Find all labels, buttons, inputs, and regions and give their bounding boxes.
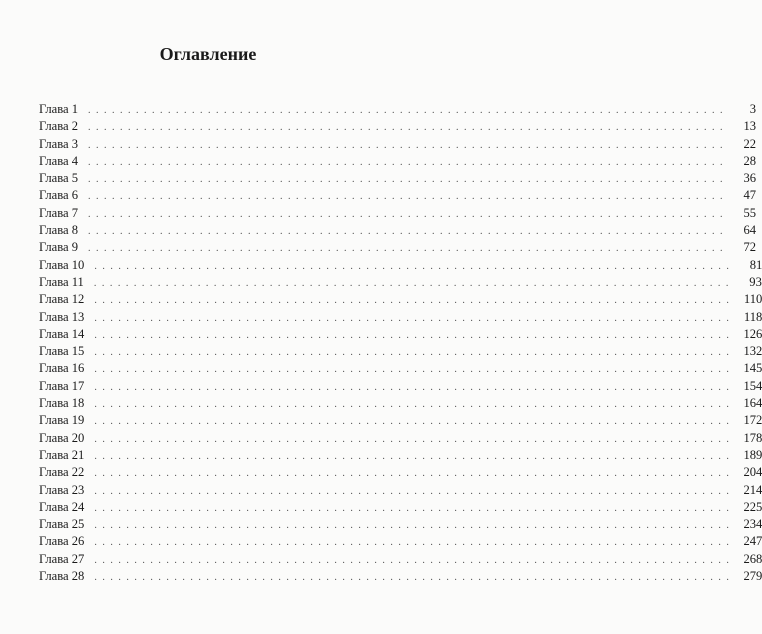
dot-leader: . . . . . . . . . . . . . . . . . . . . . . . . . . . . . . . . . . . . . . . . . . . . . . . . . . . . . . . . . . . . . . . . . . . . . . . . . . . . . . . . (94, 468, 731, 480)
toc-entry-label: Глава 19 (39, 413, 85, 428)
toc-entry-label: Глава 18 (39, 396, 85, 411)
toc-entry (39, 291, 762, 308)
toc-entry (39, 118, 757, 135)
toc-entry-page-number: 225 (743, 499, 762, 514)
toc-entry-page-number: 47 (743, 188, 757, 203)
toc-entry-label: Глава 22 (39, 465, 85, 480)
toc-entry-page-number: 204 (743, 465, 762, 480)
toc-entry (39, 222, 757, 239)
dot-leader: . . . . . . . . . . . . . . . . . . . . . . . . . . . . . . . . . . . . . . . . . . . . . . . . . . . . . . . . . . . . . . . . . . . . . . . . . . . . . . . . (88, 191, 725, 203)
toc-entry-page-number: 64 (743, 223, 757, 238)
toc-entry (39, 309, 762, 326)
toc-entry-label: Глава 2 (39, 119, 79, 134)
dot-leader: . . . . . . . . . . . . . . . . . . . . . . . . . . . . . . . . . . . . . . . . . . . . . . . . . . . . . . . . . . . . . . . . . . . . . . . . . . . . . . . . (94, 450, 731, 462)
toc-entry-page-number: 214 (743, 482, 762, 497)
dot-leader: . . . . . . . . . . . . . . . . . . . . . . . . . . . . . . . . . . . . . . . . . . . . . . . . . . . . . . . . . . . . . . . . . . . . . . . . . . . . . . . . (94, 260, 731, 272)
toc-entry-label: Глава 12 (39, 292, 85, 307)
toc-entry-page-number: 81 (749, 257, 762, 272)
toc-entry-label: Глава 10 (39, 257, 85, 272)
toc-entry-page-number: 118 (743, 309, 762, 324)
toc-entry-label: Глава 3 (39, 136, 79, 151)
dot-leader: . . . . . . . . . . . . . . . . . . . . . . . . . . . . . . . . . . . . . . . . . . . . . . . . . . . . . . . . . . . . . . . . . . . . . . . . . . . . . . . . (94, 416, 731, 428)
toc-entry-page-number: 189 (743, 447, 762, 462)
toc-entry-label: Глава 13 (39, 309, 85, 324)
toc-entry-page-number: 145 (743, 361, 762, 376)
toc-entry (39, 464, 762, 481)
toc-entry (39, 482, 762, 499)
toc-entry-label: Глава 27 (39, 551, 85, 566)
toc-entry-page-number: 164 (743, 396, 762, 411)
toc-entry-label: Глава 16 (39, 361, 85, 376)
toc-entry (39, 343, 762, 360)
toc-entry (39, 568, 762, 585)
toc-entry (39, 205, 757, 222)
toc-entry (39, 170, 757, 187)
toc-entry-label: Глава 24 (39, 499, 85, 514)
toc-entry-page-number: 36 (743, 171, 757, 186)
dot-leader: . . . . . . . . . . . . . . . . . . . . . . . . . . . . . . . . . . . . . . . . . . . . . . . . . . . . . . . . . . . . . . . . . . . . . . . . . . . . . . . . (88, 122, 725, 134)
toc-entry-page-number: 126 (743, 326, 762, 341)
toc-entry-page-number: 55 (743, 205, 757, 220)
toc-entry-page-number: 13 (743, 119, 757, 134)
toc-entry-label: Глава 17 (39, 378, 85, 393)
toc-entry (39, 499, 762, 516)
dot-leader: . . . . . . . . . . . . . . . . . . . . . . . . . . . . . . . . . . . . . . . . . . . . . . . . . . . . . . . . . . . . . . . . . . . . . . . . . . . . . . . . (94, 347, 731, 359)
toc-entry-label: Глава 4 (39, 153, 79, 168)
toc-entry-page-number: 279 (743, 569, 762, 584)
page-title: Оглавление (159, 44, 257, 64)
toc-entry-page-number: 110 (743, 292, 762, 307)
toc-entry-page-number: 172 (743, 413, 762, 428)
toc-entry-page-number: 178 (743, 430, 762, 445)
toc-entry-label: Глава 5 (39, 171, 79, 186)
toc-entry-page-number: 234 (743, 517, 762, 532)
toc-entry-page-number: 72 (743, 240, 757, 255)
dot-leader: . . . . . . . . . . . . . . . . . . . . . . . . . . . . . . . . . . . . . . . . . . . . . . . . . . . . . . . . . . . . . . . . . . . . . . . . . . . . . . . . (94, 295, 731, 307)
toc-entry-page-number: 268 (743, 551, 762, 566)
toc-entry-label: Глава 6 (39, 188, 79, 203)
toc-entry-label: Глава 21 (39, 447, 85, 462)
toc-entry-label: Глава 9 (39, 240, 79, 255)
toc-entry-label: Глава 14 (39, 326, 85, 341)
table-of-contents (39, 101, 762, 585)
toc-entry-page-number: 247 (743, 534, 762, 549)
toc-entry-label: Глава 28 (39, 569, 85, 584)
toc-entry-page-number: 28 (743, 153, 757, 168)
toc-entry-label: Глава 23 (39, 482, 85, 497)
toc-entry-label: Глава 7 (39, 205, 79, 220)
dot-leader: . . . . . . . . . . . . . . . . . . . . . . . . . . . . . . . . . . . . . . . . . . . . . . . . . . . . . . . . . . . . . . . . . . . . . . . . . . . . . . . . (94, 381, 731, 393)
toc-entry (39, 360, 762, 377)
toc-entry-page-number: 22 (743, 136, 757, 151)
dot-leader: . . . . . . . . . . . . . . . . . . . . . . . . . . . . . . . . . . . . . . . . . . . . . . . . . . . . . . . . . . . . . . . . . . . . . . . . . . . . . . . . (94, 572, 731, 584)
toc-entry (39, 239, 757, 256)
toc-entry-label: Глава 20 (39, 430, 85, 445)
toc-entry (39, 257, 762, 274)
toc-entry (39, 274, 762, 291)
dot-leader: . . . . . . . . . . . . . . . . . . . . . . . . . . . . . . . . . . . . . . . . . . . . . . . . . . . . . . . . . . . . . . . . . . . . . . . . . . . . . . . . (94, 520, 731, 532)
dot-leader: . . . . . . . . . . . . . . . . . . . . . . . . . . . . . . . . . . . . . . . . . . . . . . . . . . . . . . . . . . . . . . . . . . . . . . . . . . . . . . . . (94, 364, 731, 376)
dot-leader: . . . . . . . . . . . . . . . . . . . . . . . . . . . . . . . . . . . . . . . . . . . . . . . . . . . . . . . . . . . . . . . . . . . . . . . . . . . . . . . . (93, 277, 730, 289)
dot-leader: . . . . . . . . . . . . . . . . . . . . . . . . . . . . . . . . . . . . . . . . . . . . . . . . . . . . . . . . . . . . . . . . . . . . . . . . . . . . . . . . (88, 156, 725, 168)
toc-entry-label: Глава 8 (39, 223, 79, 238)
dot-leader: . . . . . . . . . . . . . . . . . . . . . . . . . . . . . . . . . . . . . . . . . . . . . . . . . . . . . . . . . . . . . . . . . . . . . . . . . . . . . . . . (94, 329, 731, 341)
dot-leader: . . . . . . . . . . . . . . . . . . . . . . . . . . . . . . . . . . . . . . . . . . . . . . . . . . . . . . . . . . . . . . . . . . . . . . . . . . . . . . . . (88, 174, 725, 186)
toc-entry (39, 412, 762, 429)
toc-entry-label: Глава 26 (39, 534, 85, 549)
toc-entry (39, 326, 762, 343)
toc-entry-page-number: 132 (743, 344, 762, 359)
toc-entry (39, 447, 762, 464)
toc-entry-page-number: 3 (749, 102, 757, 116)
dot-leader: . . . . . . . . . . . . . . . . . . . . . . . . . . . . . . . . . . . . . . . . . . . . . . . . . . . . . . . . . . . . . . . . . . . . . . . . . . . . . . . . (94, 537, 731, 549)
toc-entry (39, 395, 762, 412)
toc-entry (39, 551, 762, 568)
dot-leader: . . . . . . . . . . . . . . . . . . . . . . . . . . . . . . . . . . . . . . . . . . . . . . . . . . . . . . . . . . . . . . . . . . . . . . . . . . . . . . . . (94, 554, 731, 566)
toc-entry-label: Глава 1 (39, 102, 79, 116)
toc-entry (39, 101, 757, 118)
toc-entry (39, 378, 762, 395)
dot-leader: . . . . . . . . . . . . . . . . . . . . . . . . . . . . . . . . . . . . . . . . . . . . . . . . . . . . . . . . . . . . . . . . . . . . . . . . . . . . . . . . (94, 502, 731, 514)
toc-entry (39, 187, 757, 204)
toc-entry (39, 136, 757, 153)
toc-entry-label: Глава 11 (39, 274, 84, 289)
toc-entry-label: Глава 15 (39, 344, 85, 359)
toc-entry (39, 533, 762, 550)
toc-entry-page-number: 154 (743, 378, 762, 393)
dot-leader: . . . . . . . . . . . . . . . . . . . . . . . . . . . . . . . . . . . . . . . . . . . . . . . . . . . . . . . . . . . . . . . . . . . . . . . . . . . . . . . . (88, 139, 725, 151)
toc-entry (39, 516, 762, 533)
dot-leader: . . . . . . . . . . . . . . . . . . . . . . . . . . . . . . . . . . . . . . . . . . . . . . . . . . . . . . . . . . . . . . . . . . . . . . . . . . . . . . . . (88, 226, 725, 238)
dot-leader: . . . . . . . . . . . . . . . . . . . . . . . . . . . . . . . . . . . . . . . . . . . . . . . . . . . . . . . . . . . . . . . . . . . . . . . . . . . . . . . . (94, 485, 731, 497)
toc-entry (39, 153, 757, 170)
dot-leader: . . . . . . . . . . . . . . . . . . . . . . . . . . . . . . . . . . . . . . . . . . . . . . . . . . . . . . . . . . . . . . . . . . . . . . . . . . . . . . . . (88, 208, 725, 220)
dot-leader: . . . . . . . . . . . . . . . . . . . . . . . . . . . . . . . . . . . . . . . . . . . . . . . . . . . . . . . . . . . . . . . . . . . . . . . . . . . . . . . . (94, 433, 731, 445)
dot-leader: . . . . . . . . . . . . . . . . . . . . . . . . . . . . . . . . . . . . . . . . . . . . . . . . . . . . . . . . . . . . . . . . . . . . . . . . . . . . . . . . (88, 105, 725, 116)
toc-entry-page-number: 93 (749, 274, 762, 289)
dot-leader: . . . . . . . . . . . . . . . . . . . . . . . . . . . . . . . . . . . . . . . . . . . . . . . . . . . . . . . . . . . . . . . . . . . . . . . . . . . . . . . . (94, 399, 731, 411)
dot-leader: . . . . . . . . . . . . . . . . . . . . . . . . . . . . . . . . . . . . . . . . . . . . . . . . . . . . . . . . . . . . . . . . . . . . . . . . . . . . . . . . (88, 243, 725, 255)
toc-entry-label: Глава 25 (39, 517, 85, 532)
dot-leader: . . . . . . . . . . . . . . . . . . . . . . . . . . . . . . . . . . . . . . . . . . . . . . . . . . . . . . . . . . . . . . . . . . . . . . . . . . . . . . . . (94, 312, 731, 324)
toc-entry (39, 430, 762, 447)
